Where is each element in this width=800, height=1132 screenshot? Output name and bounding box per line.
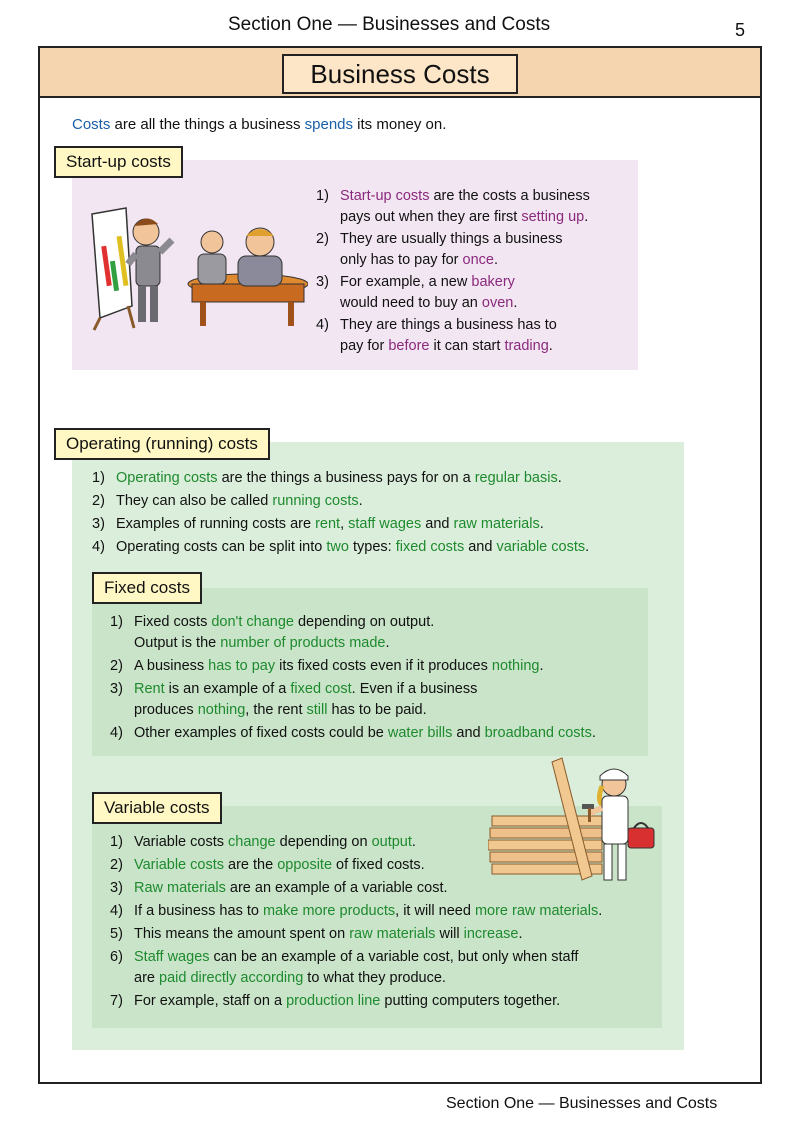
text-segment: are the xyxy=(224,857,278,873)
list-item xyxy=(110,679,640,721)
text-line xyxy=(340,315,616,336)
footer-section-title: Section One — Businesses and Costs xyxy=(446,1095,718,1112)
text-line xyxy=(134,612,640,633)
text-line xyxy=(116,537,672,558)
text-segment: depending on xyxy=(275,834,372,850)
text-segment: nothing xyxy=(491,658,540,674)
text-line xyxy=(134,924,658,945)
list-text xyxy=(134,679,640,721)
text-segment: increase xyxy=(463,926,519,942)
list-text xyxy=(134,723,640,744)
text-line xyxy=(340,229,616,250)
list-item xyxy=(110,656,640,677)
text-segment: two xyxy=(326,539,349,555)
text-segment: don't change xyxy=(211,614,294,630)
text-segment: production line xyxy=(286,993,381,1009)
text-segment: and xyxy=(464,539,497,555)
list-item xyxy=(110,924,658,945)
text-segment: Other examples of fixed costs could be xyxy=(134,725,388,741)
text-segment: pays out when they are first xyxy=(340,209,522,225)
operating-label: Operating (running) costs xyxy=(54,428,270,460)
list-number: 4) xyxy=(316,317,329,333)
text-segment: , it will need xyxy=(395,903,475,919)
text-segment: fixed cost xyxy=(290,681,352,697)
list-text xyxy=(340,229,616,271)
text-segment: pay for xyxy=(340,338,389,354)
list-text xyxy=(340,186,616,228)
text-segment: Examples of running costs are xyxy=(116,516,316,532)
list-number: 1) xyxy=(110,614,123,630)
list-item xyxy=(316,229,616,271)
text-segment: are xyxy=(134,970,159,986)
text-segment: . xyxy=(411,834,416,850)
text-segment: nothing xyxy=(197,702,246,718)
list-text xyxy=(116,491,672,512)
text-segment: . xyxy=(358,493,363,509)
list-number: 4) xyxy=(110,725,123,741)
text-line xyxy=(134,968,658,989)
text-segment: produces xyxy=(134,702,198,718)
text-segment: . xyxy=(539,516,544,532)
text-segment: fixed costs xyxy=(395,539,465,555)
text-segment: Operating costs xyxy=(116,470,218,486)
text-segment: still xyxy=(306,702,328,718)
text-segment: and xyxy=(421,516,454,532)
text-segment: . xyxy=(385,635,390,651)
intro-text xyxy=(72,116,446,133)
list-item xyxy=(92,491,672,512)
list-text xyxy=(116,537,672,558)
startup-list xyxy=(316,186,616,358)
text-segment: are the costs a business xyxy=(429,188,590,204)
list-number: 2) xyxy=(110,658,123,674)
list-number: 1) xyxy=(316,188,329,204)
text-segment: to what they produce. xyxy=(303,970,446,986)
text-segment: , the rent xyxy=(245,702,307,718)
text-segment: Fixed costs xyxy=(134,614,212,630)
list-text xyxy=(134,991,658,1012)
list-item xyxy=(110,947,658,989)
list-item xyxy=(316,272,616,314)
list-text xyxy=(134,901,658,922)
text-segment: raw materials xyxy=(349,926,436,942)
list-text xyxy=(134,878,658,899)
list-item xyxy=(110,855,658,876)
section-header: Section One — Businesses and Costs xyxy=(228,14,551,35)
variable-list xyxy=(110,832,658,1014)
list-item xyxy=(110,878,658,899)
text-segment: . xyxy=(539,658,544,674)
list-item xyxy=(92,514,672,535)
text-segment: . xyxy=(518,926,523,942)
page-number: 5 xyxy=(735,20,746,40)
text-segment: Output is the xyxy=(134,635,221,651)
list-text xyxy=(134,612,640,654)
text-line xyxy=(134,723,640,744)
text-segment: and xyxy=(452,725,485,741)
text-segment: broadband costs xyxy=(484,725,592,741)
list-number: 1) xyxy=(110,834,123,850)
text-segment: are an example of a variable cost. xyxy=(225,880,448,896)
text-segment: output xyxy=(371,834,412,850)
list-item xyxy=(110,612,640,654)
text-segment: raw materials xyxy=(453,516,540,532)
startup-label: Start-up costs xyxy=(54,146,183,178)
fixed-label: Fixed costs xyxy=(92,572,202,604)
text-segment: . xyxy=(548,338,553,354)
text-line xyxy=(134,901,658,922)
text-segment: . xyxy=(493,252,498,268)
text-segment: For example, a new xyxy=(340,274,472,290)
fixed-list xyxy=(110,612,640,746)
list-text xyxy=(116,514,672,535)
text-segment: Operating costs can be split into xyxy=(116,539,327,555)
text-segment: . Even if a business xyxy=(351,681,478,697)
text-segment: opposite xyxy=(277,857,333,873)
text-segment: depending on output. xyxy=(293,614,435,630)
text-line xyxy=(134,991,658,1012)
list-number: 3) xyxy=(110,880,123,896)
text-segment: once xyxy=(462,252,494,268)
text-line xyxy=(134,656,640,677)
text-segment: rent xyxy=(315,516,341,532)
list-item xyxy=(110,901,658,922)
text-segment: regular basis xyxy=(474,470,558,486)
text-segment: will xyxy=(435,926,464,942)
list-number: 2) xyxy=(110,857,123,873)
text-line xyxy=(134,878,658,899)
text-line xyxy=(116,491,672,512)
text-line xyxy=(134,700,640,721)
text-line xyxy=(134,679,640,700)
intro-mid: are all the things a business xyxy=(110,116,305,133)
text-segment: A business xyxy=(134,658,209,674)
text-segment: If a business has to xyxy=(134,903,263,919)
text-line xyxy=(134,947,658,968)
text-segment: . xyxy=(591,725,596,741)
text-line xyxy=(116,514,672,535)
text-segment: water bills xyxy=(387,725,453,741)
list-text xyxy=(340,315,616,357)
text-segment: setting up xyxy=(521,209,585,225)
list-number: 4) xyxy=(110,903,123,919)
list-number: 1) xyxy=(92,470,105,486)
text-segment: . xyxy=(557,470,562,486)
list-text xyxy=(134,855,658,876)
text-line xyxy=(134,832,658,853)
text-segment: it can start xyxy=(429,338,505,354)
text-segment: are the things a business pays for on a xyxy=(217,470,475,486)
text-segment: Variable costs xyxy=(134,857,224,873)
list-text xyxy=(340,272,616,314)
page-title: Business Costs xyxy=(282,54,518,94)
list-text xyxy=(116,468,672,489)
list-item xyxy=(110,723,640,744)
text-segment: . xyxy=(598,903,603,919)
list-number: 7) xyxy=(110,993,123,1009)
text-segment: its fixed costs even if it produces xyxy=(275,658,492,674)
list-item xyxy=(92,468,672,489)
text-segment: more raw materials xyxy=(474,903,599,919)
list-item xyxy=(110,832,658,853)
list-number: 4) xyxy=(92,539,105,555)
text-segment: For example, staff on a xyxy=(134,993,287,1009)
text-segment: is an example of a xyxy=(164,681,291,697)
text-segment: This means the amount spent on xyxy=(134,926,350,942)
list-number: 2) xyxy=(316,231,329,247)
variable-label: Variable costs xyxy=(92,792,222,824)
list-text xyxy=(134,924,658,945)
text-segment: variable costs xyxy=(496,539,586,555)
text-segment: Rent xyxy=(134,681,165,697)
text-segment: Variable costs xyxy=(134,834,229,850)
text-segment: would need to buy an xyxy=(340,295,482,311)
business-meeting-illustration xyxy=(88,206,308,332)
list-item xyxy=(316,315,616,357)
text-segment: has to pay xyxy=(208,658,276,674)
text-segment: running costs xyxy=(272,493,359,509)
list-item xyxy=(110,991,658,1012)
text-line xyxy=(340,336,616,357)
text-line xyxy=(116,468,672,489)
text-line xyxy=(340,293,616,314)
list-number: 3) xyxy=(316,274,329,290)
text-segment: types: xyxy=(348,539,396,555)
operating-list xyxy=(92,468,672,560)
text-segment: has to be paid. xyxy=(327,702,427,718)
text-line xyxy=(340,250,616,271)
text-segment: . xyxy=(513,295,518,311)
list-item xyxy=(92,537,672,558)
text-segment: They can also be called xyxy=(116,493,273,509)
intro-spends: spends xyxy=(304,116,354,133)
text-segment: , xyxy=(340,516,349,532)
intro-end: its money on. xyxy=(353,116,447,133)
list-text xyxy=(134,656,640,677)
text-line xyxy=(134,633,640,654)
text-segment: Start-up costs xyxy=(340,188,430,204)
text-segment: only has to pay for xyxy=(340,252,463,268)
text-line xyxy=(340,207,616,228)
text-segment: putting computers together. xyxy=(380,993,561,1009)
list-item xyxy=(316,186,616,228)
list-number: 5) xyxy=(110,926,123,942)
text-segment: of fixed costs. xyxy=(332,857,425,873)
text-segment: Staff wages xyxy=(134,949,210,965)
list-number: 3) xyxy=(110,681,123,697)
intro-costs: Costs xyxy=(72,116,111,133)
list-number: 2) xyxy=(92,493,105,509)
text-line xyxy=(134,855,658,876)
text-segment: bakery xyxy=(471,274,515,290)
list-number: 6) xyxy=(110,949,123,965)
text-segment: oven xyxy=(481,295,514,311)
text-segment: . xyxy=(585,539,590,555)
text-segment: before xyxy=(388,338,430,354)
text-segment: trading xyxy=(504,338,549,354)
text-segment: number of products made xyxy=(220,635,386,651)
text-segment: can be an example of a variable cost, but only when staff xyxy=(209,949,579,965)
text-segment: change xyxy=(228,834,276,850)
text-segment: make more products xyxy=(262,903,396,919)
text-segment: They are usually things a business xyxy=(340,231,563,247)
text-line xyxy=(340,272,616,293)
list-number: 3) xyxy=(92,516,105,532)
text-segment: Raw materials xyxy=(134,880,226,896)
list-text xyxy=(134,832,658,853)
text-segment: paid directly according xyxy=(159,970,304,986)
text-segment: staff wages xyxy=(348,516,422,532)
list-text xyxy=(134,947,658,989)
text-segment: . xyxy=(584,209,589,225)
text-segment: They are things a business has to xyxy=(340,317,557,333)
text-line xyxy=(340,186,616,207)
